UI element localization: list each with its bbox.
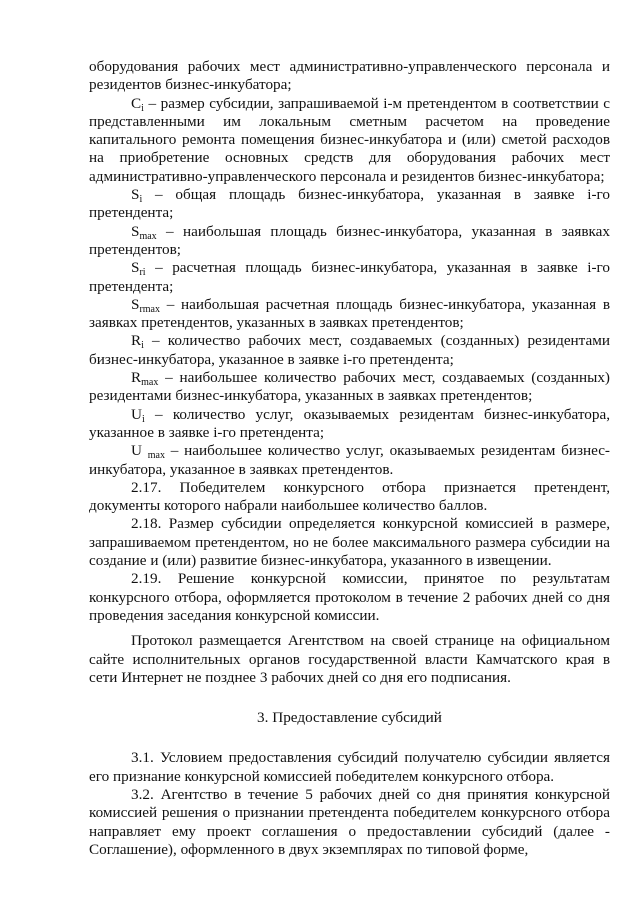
- definition-u-max: [89, 442, 610, 479]
- text-run: – количество рабочих мест, создаваемых (созданных) резидентами бизнес-инкубатора, указанное в заявке i-го претендента;: [89, 332, 610, 368]
- section-heading: 3. Предоставление субсидий: [257, 709, 442, 727]
- text-run: S: [131, 259, 140, 277]
- subscript-text: rmax: [139, 303, 160, 315]
- clause-3-1: [89, 749, 610, 786]
- clause-3-2: [89, 786, 610, 859]
- text-run: Протокол размещается Агентством на своей странице на официальном сайте исполнительных органов государственной власти Камчатского края в сети Интернет не позднее 3 рабочих дней со дня его подписания.: [89, 632, 610, 686]
- clause-2-19: [89, 570, 610, 625]
- text-run: 3.2. Агентство в течение 5 рабочих дней со дня принятия конкурсной комиссией решения о признании претендента победителем конкурсного отбора направляет ему проект соглашения о предоставлении субсидий (далее - Соглашение), оформленного в двух экземплярах по типовой форме,: [89, 785, 610, 858]
- paragraph-continuation: [89, 58, 610, 95]
- text-run: – общая площадь бизнес-инкубатора, указанная в заявке i-го претендента;: [89, 186, 610, 222]
- text-run: C: [131, 94, 142, 112]
- text-run: – наибольшее количество услуг, оказываемых резидентам бизнес-инкубатора, указанное в заявках претендентов.: [89, 442, 610, 478]
- text-run: S: [131, 222, 140, 240]
- text-run: – расчетная площадь бизнес-инкубатора, указанная в заявке i-го претендента;: [89, 259, 610, 295]
- subscript-text: max: [141, 377, 159, 389]
- text-run: оборудования рабочих мест административно-управленческого персонала и резидентов бизнес-инкубатора;: [89, 58, 610, 94]
- definition-r-i: [89, 332, 610, 369]
- definition-s-rmax: [89, 296, 610, 333]
- document-body: [89, 58, 610, 859]
- definition-r-max: [89, 369, 610, 406]
- text-run: – наибольшая расчетная площадь бизнес-инкубатора, указанная в заявках претендентов, указанных в заявках претендентов;: [89, 295, 610, 332]
- subscript-text: max: [147, 450, 165, 462]
- text-run: S: [131, 295, 140, 313]
- subscript-text: i: [139, 194, 143, 206]
- definition-c-i: [89, 95, 610, 186]
- definition-s-ri: [89, 259, 610, 296]
- text-run: S: [131, 186, 140, 204]
- text-run: R: [131, 332, 142, 350]
- text-run: – количество услуг, оказываемых резидентам бизнес-инкубатора, указанное в заявке i-го претендента;: [89, 405, 610, 441]
- definition-s-i: [89, 186, 610, 223]
- text-run: – наибольшее количество рабочих мест, создаваемых (созданных) резидентами бизнес-инкубатора, указанных в заявках претендентов;: [89, 369, 610, 405]
- text-run: 2.18. Размер субсидии определяется конкурсной комиссией в размере, запрашиваемом претендентом, но не более максимального размера субсидии на создание и (или) развитие бизнес-инкубатора, указанного в извещении.: [89, 515, 610, 570]
- subscript-text: i: [141, 413, 145, 425]
- text-run: U: [131, 405, 142, 423]
- text-run: R: [131, 369, 142, 387]
- protocol-paragraph: [89, 632, 610, 687]
- subscript-text: i: [141, 340, 144, 352]
- definition-s-max: [89, 223, 610, 260]
- subscript-text: max: [139, 230, 157, 242]
- subscript-text: i: [141, 102, 144, 114]
- text-run: 3.1. Условием предоставления субсидий получателю субсидии является его признание конкурсной комиссией победителем конкурсного отбора.: [89, 749, 610, 785]
- text-run: 2.17. Победителем конкурсного отбора признается претендент, документы которого набрали наибольшее количество баллов.: [89, 478, 610, 515]
- clause-2-18: [89, 515, 610, 570]
- text-run: – размер субсидии, запрашиваемой i-м претендентом в соответствии с представленными им локальным сметным расчетом на проведение капитального ремонта помещения бизнес-инкубатора и (или) сметой расходов на приобретение основных средств для оборудования рабочих мест административно-управленческого персонала и резидентов бизнес-инкубатора;: [89, 94, 610, 185]
- text-run: 2.19. Решение конкурсной комиссии, принятое по результатам конкурсного отбора, оформляется протоколом в течение 2 рабочих дней со дня проведения заседания конкурсной комиссии.: [89, 570, 610, 624]
- subscript-text: ri: [139, 267, 146, 279]
- clause-2-17: [89, 479, 610, 516]
- definition-u-i: [89, 406, 610, 443]
- text-run: – наибольшая площадь бизнес-инкубатора, указанная в заявках претендентов;: [89, 222, 610, 258]
- text-run: U: [131, 442, 148, 460]
